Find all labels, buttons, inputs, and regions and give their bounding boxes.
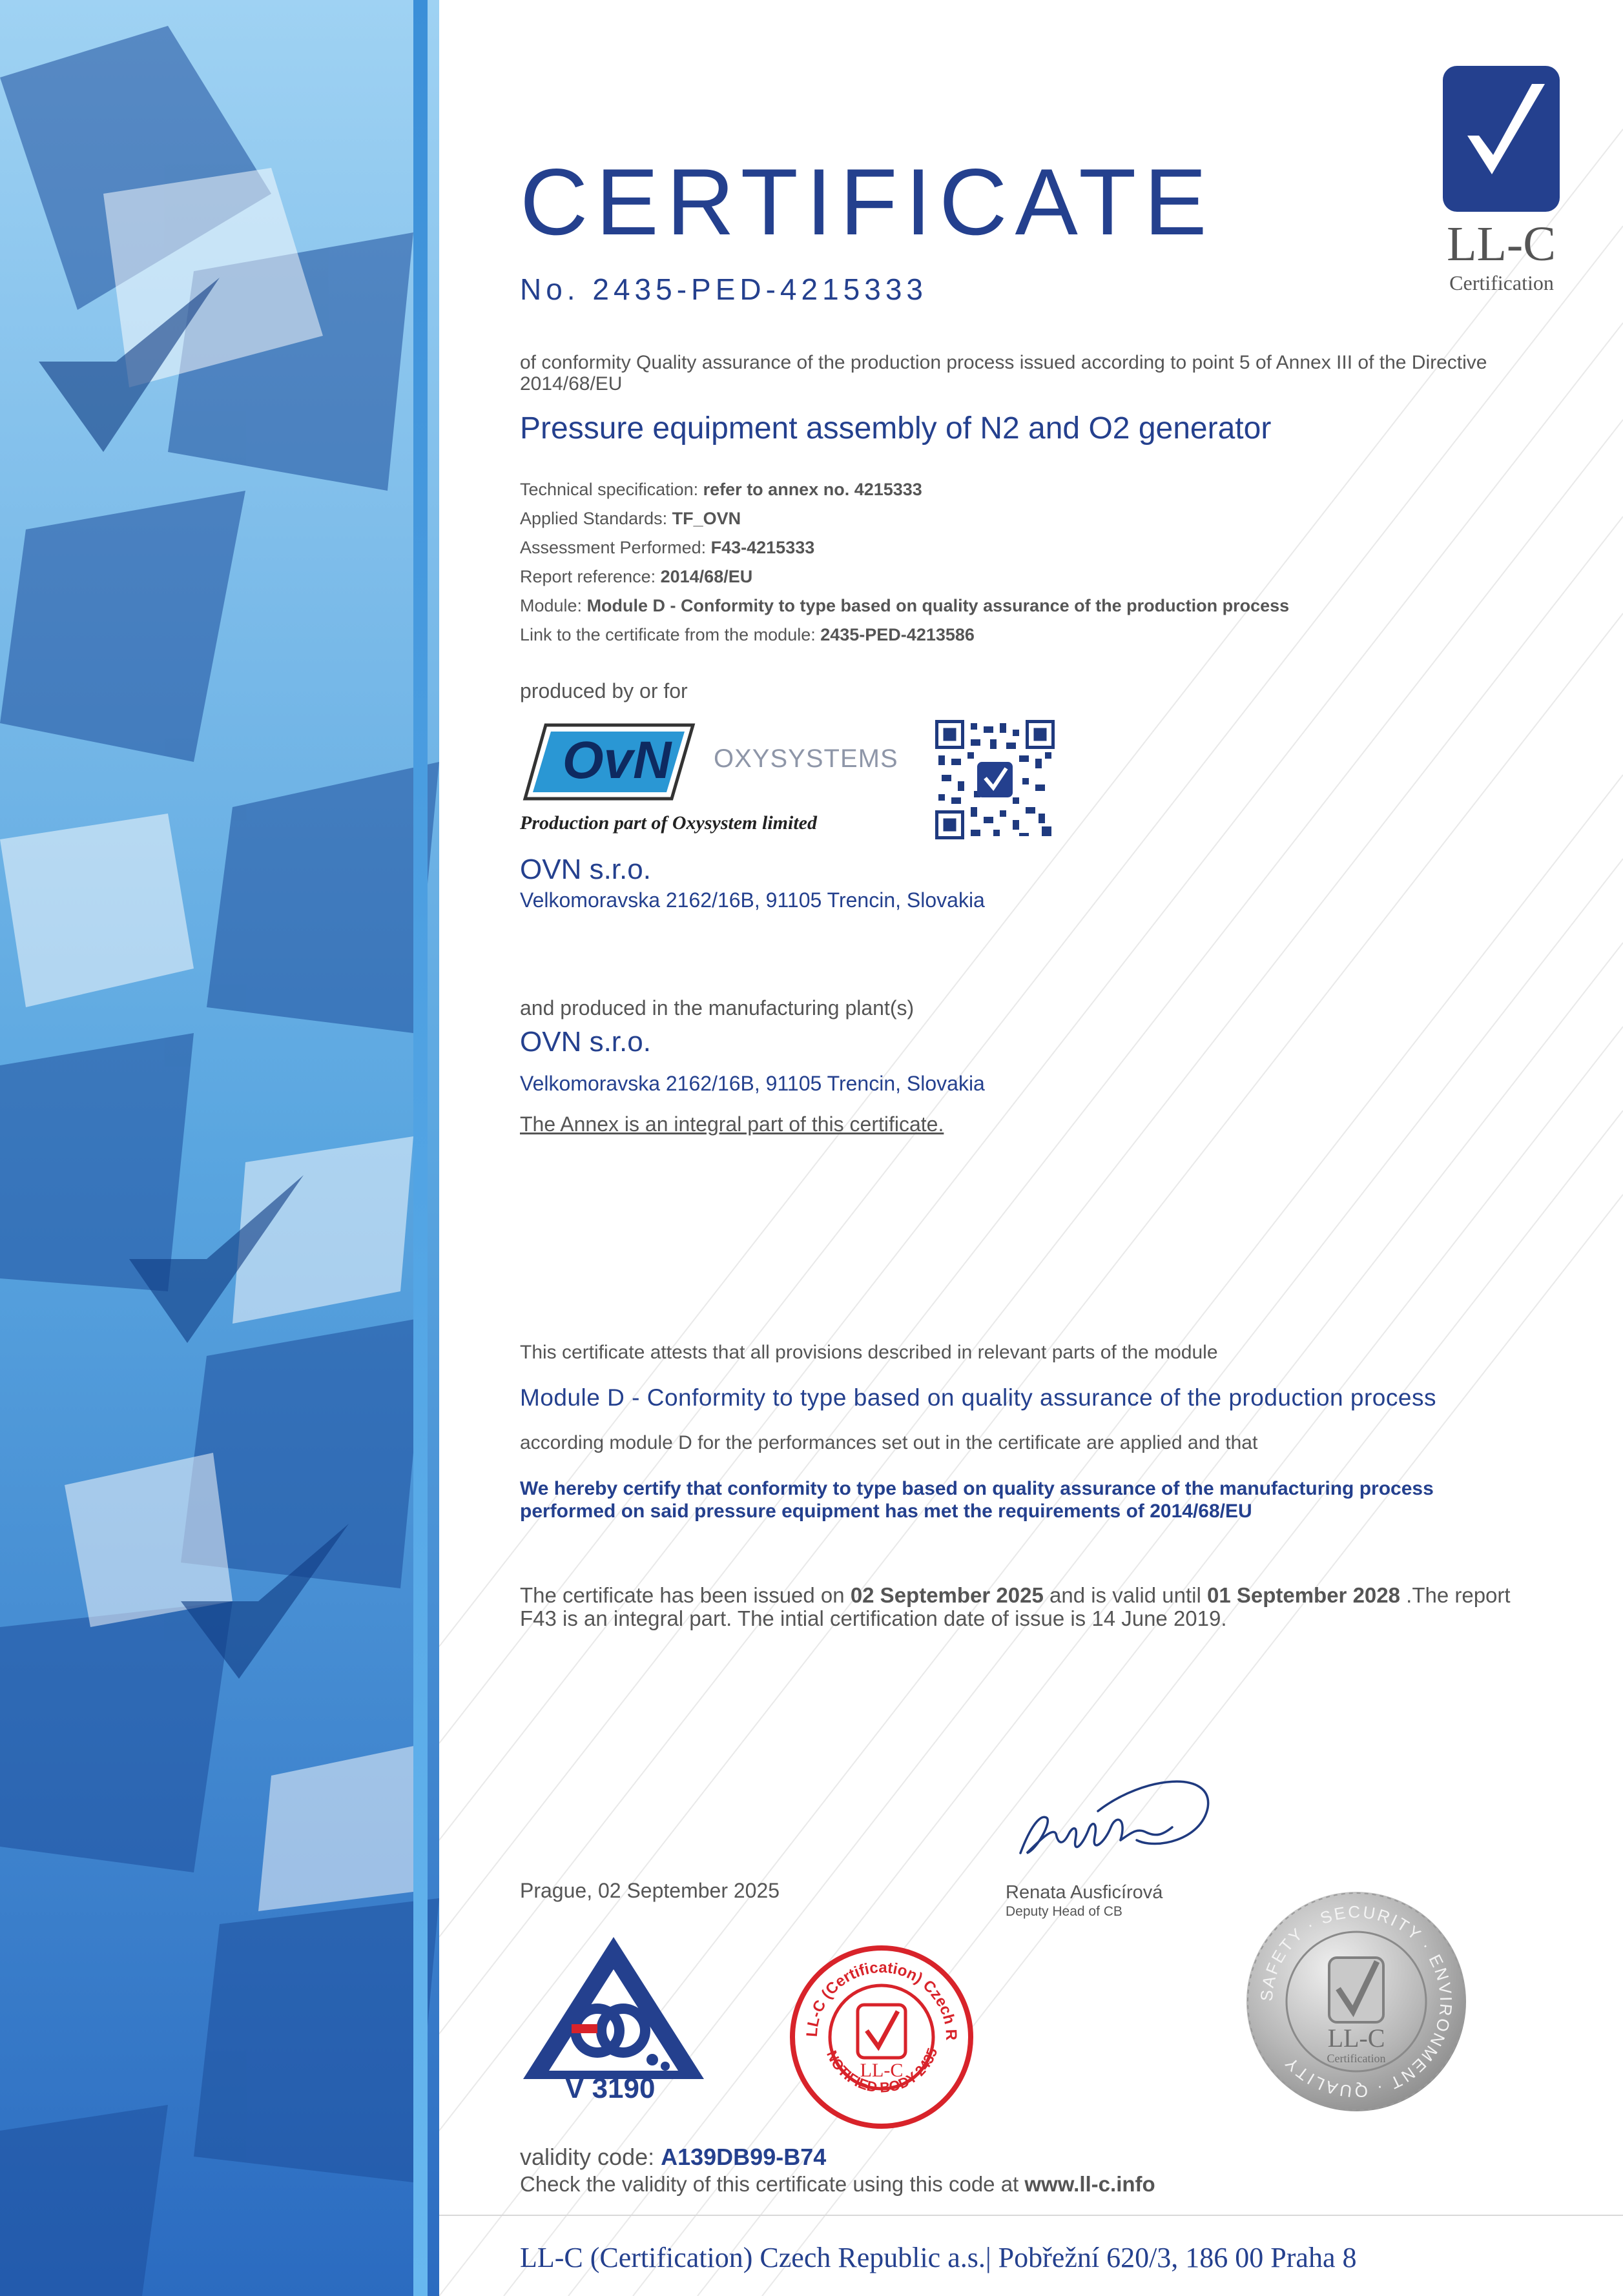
spec-label: Module: [520, 596, 587, 615]
signer-role: Deputy Head of CB [1006, 1904, 1122, 1919]
ovn-tagline: Production part of Oxysystem limited [520, 812, 817, 834]
qr-code-icon[interactable] [935, 720, 1055, 839]
spec-label: Link to the certificate from the module: [520, 625, 821, 644]
valid-until-date: 01 September 2028 [1206, 1583, 1400, 1607]
spec-value: 2014/68/EU [660, 567, 753, 586]
spec-value: refer to annex no. 4215333 [703, 480, 922, 499]
spec-link-certificate [520, 626, 975, 644]
spec-value: 2435-PED-4213586 [820, 625, 975, 644]
abstract-blue-pattern [0, 0, 439, 2296]
accreditation-mark [520, 1934, 714, 2115]
issue-post: .The report F43 is an integral part. The intial certification date of issue is 14 June 2019. [520, 1583, 1511, 1630]
spec-applied-standards [520, 510, 741, 528]
issue-date: 02 September 2025 [850, 1583, 1044, 1607]
notified-body-stamp [788, 1943, 975, 2131]
attest-text: This certificate attests that all provisions described in relevant parts of the module [520, 1342, 1218, 1363]
place-and-date: Prague, 02 September 2025 [520, 1879, 780, 1902]
product-title: Pressure equipment assembly of N2 and O2 generator [520, 411, 1272, 446]
quality-seal-icon [1240, 1885, 1473, 2118]
oxysystems-logo-text: OXYSYSTEMS [714, 744, 898, 773]
signer-name: Renata Ausficírová [1006, 1882, 1163, 1903]
stamp-center-text: LL-C [860, 2060, 904, 2081]
spec-report-reference [520, 568, 752, 586]
stamp-ring-text: LL-C (Certification) Czech R [803, 1958, 960, 2041]
handwritten-signature [1001, 1756, 1227, 1879]
oxysystems-logo [714, 746, 907, 784]
side-stripe [413, 0, 428, 2296]
manufacturer-name: OVN s.r.o. [520, 854, 651, 885]
spec-value: Module D - Conformity to type based on quality assurance of the production process [586, 596, 1290, 615]
ovn-logo-text: OvN [562, 731, 672, 790]
footer-divider [439, 2215, 1623, 2216]
issue-mid: and is valid until [1043, 1583, 1207, 1607]
plant-label: and produced in the manufacturing plant(s) [520, 996, 915, 1020]
spec-value: TF_OVN [672, 509, 741, 528]
stamp-bottom-text: NOTIFIED BODY 2435 [823, 2045, 941, 2096]
llc-checkmark-icon [1442, 65, 1561, 213]
accreditation-number: V 3190 [565, 2073, 656, 2104]
validity-code: A139DB99-B74 [661, 2144, 827, 2170]
intro-text: of conformity Quality assurance of the production process issued according to point 5 of Annex III of the Directive 2014/68/EU [520, 352, 1487, 395]
llc-logo-sub: Certification [1449, 271, 1554, 294]
manufacturer-address: Velkomoravska 2162/16B, 91105 Trencin, Slovakia [520, 888, 985, 912]
module-line: Module D - Conformity to type based on quality assurance of the production process [520, 1384, 1436, 1411]
spec-technical-specification [520, 481, 922, 498]
footer-address: LL-C (Certification) Czech Republic a.s.| Pobřežní 620/3, 186 00 Praha 8 [520, 2242, 1357, 2273]
seal-ring-text: SAFETY · SECURITY · ENVIRONMENT · QUALITY [1256, 1901, 1456, 2102]
validity-line [520, 2146, 826, 2169]
notified-body-stamp-icon [788, 1943, 975, 2131]
decorative-side-band [0, 0, 439, 2296]
spec-label: Applied Standards: [520, 509, 672, 528]
spec-value: F43-4215333 [710, 538, 815, 557]
validity-label: validity code: [520, 2144, 661, 2170]
seal-sub-text: Certification [1327, 2052, 1386, 2065]
spec-assessment-performed [520, 539, 814, 557]
check-url-link[interactable]: www.ll-c.info [1024, 2172, 1155, 2196]
issue-statement [520, 1584, 1527, 1630]
certificate-number: No. 2435-PED-4215333 [520, 272, 927, 306]
certificate-title: CERTIFICATE [520, 149, 1215, 254]
seal-center-text: LL-C [1327, 2024, 1385, 2053]
spec-label: Report reference: [520, 567, 661, 586]
certify-statement: We hereby certify that conformity to type based on quality assurance of the manufacturing process performed on said pressure equipment has met the requirements of 2014/68/EU [520, 1478, 1434, 1522]
spec-module [520, 597, 1289, 615]
llc-logo [1434, 65, 1569, 303]
produced-label: produced by or for [520, 679, 688, 702]
plant-name: OVN s.r.o. [520, 1026, 651, 1058]
annex-note: The Annex is an integral part of this certificate. [520, 1112, 944, 1136]
check-text: Check the validity of this certificate using this code at [520, 2172, 1025, 2196]
quality-seal [1240, 1885, 1473, 2118]
llc-logo-brand: LL-C [1447, 217, 1556, 271]
issue-pre: The certificate has been issued on [520, 1583, 851, 1607]
check-line [520, 2173, 1155, 2195]
accreditation-triangle-icon [520, 1934, 707, 2082]
spec-label: Technical specification: [520, 480, 703, 499]
spec-label: Assessment Performed: [520, 538, 711, 557]
according-text: according module D for the performances set out in the certificate are applied and that [520, 1432, 1258, 1453]
plant-address: Velkomoravska 2162/16B, 91105 Trencin, Slovakia [520, 1072, 985, 1095]
